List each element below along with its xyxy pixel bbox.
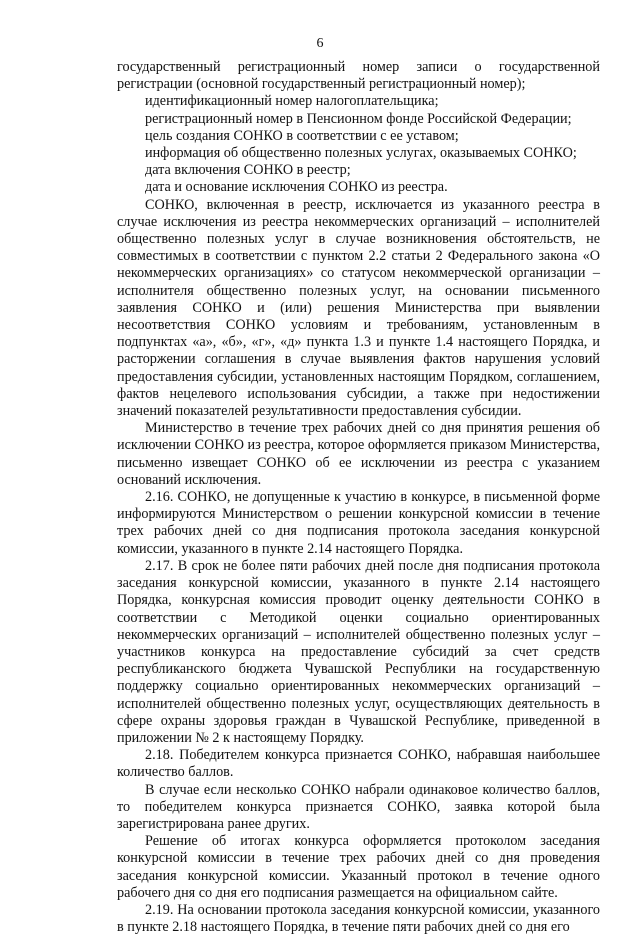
paragraph-2-17: 2.17. В срок не более пяти рабочих дней после дня подписания протокола заседания конкурсной комиссии, указанного в пункте 2.14 настоящего Порядка, конкурсная комиссия проводит оценку деятельности СОНКО в соответствии с Методикой оценки социально ориентированных некоммерческих организаций – исполнителей общественно полезных услуг – участников конкурса на предоставление субсидий за счет средств республиканского бюджета Чувашской Республики на государственную поддержку социально ориентированных некоммерческих организаций – исполнителей общественно полезных услуг, осуществляющих деятельность в сфере охраны здоровья граждан в Чувашской Республике, приведенной в приложении № 2 к настоящему Порядку. [117, 557, 600, 746]
document-body [117, 59, 600, 936]
paragraph-purpose: цель создания СОНКО в соответствии с ее уставом; [145, 127, 459, 144]
paragraph-services-info: информация об общественно полезных услугах, оказываемых СОНКО; [145, 145, 577, 162]
paragraph-registration-number: государственный регистрационный номер записи о государственной регистрации (основной государственный регистрационный номер); [117, 59, 600, 93]
paragraph-2-19: 2.19. На основании протокола заседания конкурсной комиссии, указанного в пункте 2.18 настоящего Порядка, в течение пяти рабочих дней со дня его [117, 901, 600, 936]
paragraph-inclusion-date: дата включения СОНКО в реестр; [145, 162, 351, 179]
paragraph-2-18: 2.18. Победителем конкурса признается СОНКО, набравшая наибольшее количество баллов. [117, 747, 600, 781]
paragraph-equal-scores: В случае если несколько СОНКО набрали одинаковое количество баллов, то победителем конкурса признается СОНКО, заявка которой была зарегистрирована ранее других. [117, 781, 600, 832]
paragraph-inn: идентификационный номер налогоплательщика; [145, 93, 439, 110]
page-number: 6 [316, 36, 324, 51]
paragraph-results-protocol: Решение об итогах конкурса оформляется протоколом заседания конкурсной комиссии в течение трех рабочих дней со дня проведения заседания конкурсной комиссии. Указанный протокол в течение одного рабочего дня со дня его подписания размещается на официальном сайте. [117, 833, 600, 901]
paragraph-2-16: 2.16. СОНКО, не допущенные к участию в конкурсе, в письменной форме информируются Министерством о решении конкурсной комиссии в течение трех рабочих дней со дня подписания протокола заседания конкурсной комиссии, указанного в пункте 2.14 настоящего Порядка. [117, 489, 600, 557]
paragraph-pension-fund-number: регистрационный номер в Пенсионном фонде Российской Федерации; [145, 110, 572, 127]
paragraph-exclusion-notice: Министерство в течение трех рабочих дней со дня принятия решения об исключении СОНКО из реестра, которое оформляется приказом Министерства, письменно извещает СОНКО об ее исключении из реестра с указанием оснований исключения. [117, 420, 601, 488]
paragraph-exclusion-date: дата и основание исключения СОНКО из реестра. [145, 179, 448, 196]
paragraph-exclusion-conditions: СОНКО, включенная в реестр, исключается из указанного реестра в случае исключения из реестра некоммерческих организаций – исполнителей общественно полезных услуг в случае возникновения обстоятельств, не совместимых в соответствии с пунктом 2.2 статьи 2 Федерального закона «О некоммерческих организациях» со статусом некоммерческой организации – исполнителя общественно полезных услуг, на основании письменного заявления СОНКО и (или) решения Министерства при выявлении несоответствия СОНКО условиям и требованиям, установленным в подпунктах «а», «б», «г», «д» пункта 1.3 и пункте 1.4 настоящего Порядка, и расторжении соглашения в случае выявления фактов нарушения условий предоставления субсидии, установленных настоящим Порядком, соглашением, фактов нецелевого использования субсидии, а также при недостижении значений показателей результативности предоставления субсидии. [117, 196, 600, 420]
